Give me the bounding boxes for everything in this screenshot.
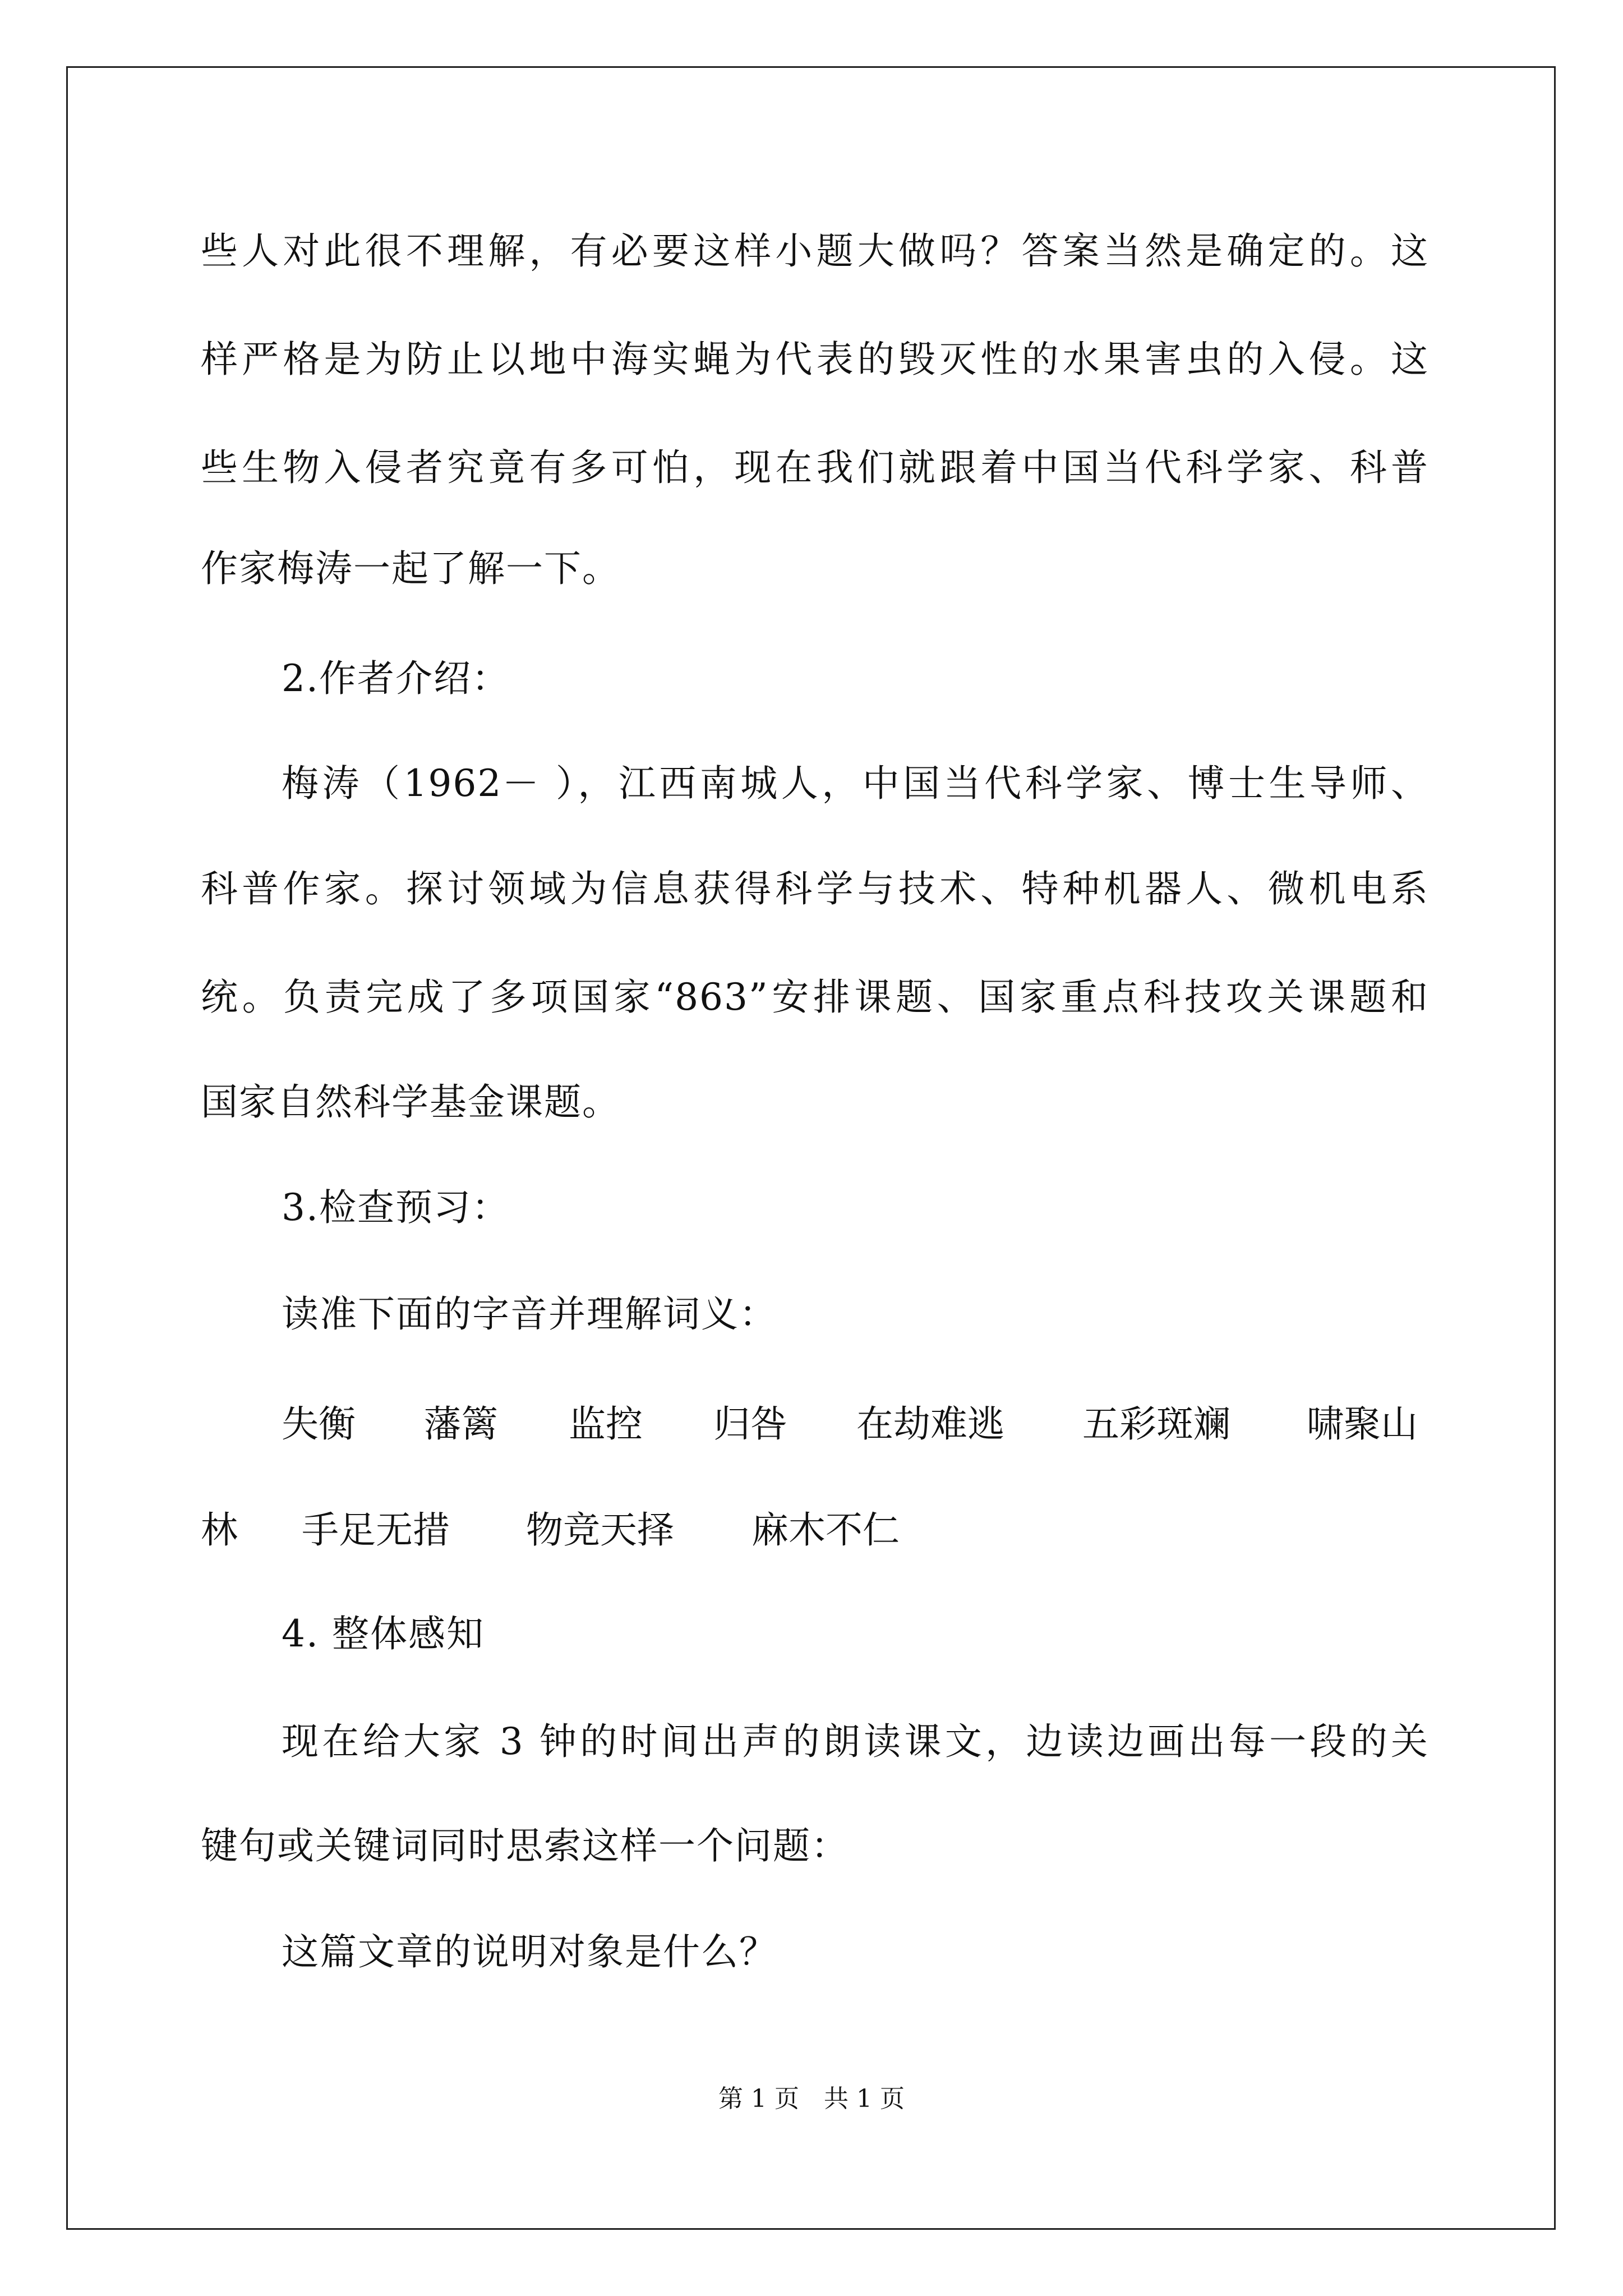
vocab-word: 麻木不仁 — [751, 1508, 900, 1552]
paragraph-4-line-2: 键句或关键词同时思索这样一个问题： — [201, 1824, 849, 1867]
page-footer: 第 1 页 共 1 页 — [718, 2085, 905, 2113]
section-heading-author: 2.作者介绍： — [282, 657, 510, 700]
paragraph-1-line-1: 些人对此很不理解，有必要这样小题大做吗？答案当然是确定的。这 — [201, 229, 1429, 273]
paragraph-1-line-4: 作家梅涛一起了解一下。 — [201, 547, 620, 590]
vocab-word: 归咎 — [713, 1402, 787, 1446]
paragraph-2-line-3: 统。负责完成了多项国家“863”安排课题、国家重点科技攻关课题和 — [201, 976, 1429, 1019]
vocab-word: 手足无措 — [302, 1508, 450, 1552]
paragraph-4-line-1: 现在给大家 3 钟的时间出声的朗读课文，边读边画出每一段的关 — [282, 1720, 1429, 1763]
paragraph-1-line-2: 样严格是为防止以地中海实蝇为代表的毁灭性的水果害虫的入侵。这 — [201, 338, 1429, 381]
vocab-word: 藩篱 — [424, 1402, 498, 1446]
vocab-row-1 — [0, 1399, 1623, 1450]
vocab-intro: 读准下面的字音并理解词义： — [282, 1292, 777, 1336]
vocab-word: 林 — [201, 1508, 238, 1552]
paragraph-2-line-2: 科普作家。探讨领域为信息获得科学与技术、特种机器人、微机电系 — [201, 867, 1429, 910]
question-line: 这篇文章的说明对象是什么？ — [282, 1930, 777, 1973]
vocab-word: 失衡 — [282, 1402, 356, 1446]
vocab-word: 五彩斑斓 — [1082, 1402, 1230, 1446]
page-border — [66, 66, 1556, 2230]
vocab-word: 监控 — [569, 1402, 643, 1446]
paragraph-2-line-4: 国家自然科学基金课题。 — [201, 1080, 620, 1124]
section-heading-overview: 4. 整体感知 — [282, 1612, 485, 1655]
paragraph-1-line-3: 些生物入侵者究竟有多可怕，现在我们就跟着中国当代科学家、科普 — [201, 446, 1429, 489]
section-heading-preview: 3.检查预习： — [282, 1186, 510, 1229]
paragraph-2-line-1: 梅涛（1962－ ），江西南城人，中国当代科学家、博士生导师、 — [282, 762, 1429, 805]
vocab-word: 物竞天择 — [526, 1508, 674, 1552]
vocab-word: 在劫难逃 — [856, 1402, 1004, 1446]
vocab-row-2 — [0, 1505, 1623, 1556]
vocab-word: 啸聚山 — [1307, 1402, 1418, 1446]
